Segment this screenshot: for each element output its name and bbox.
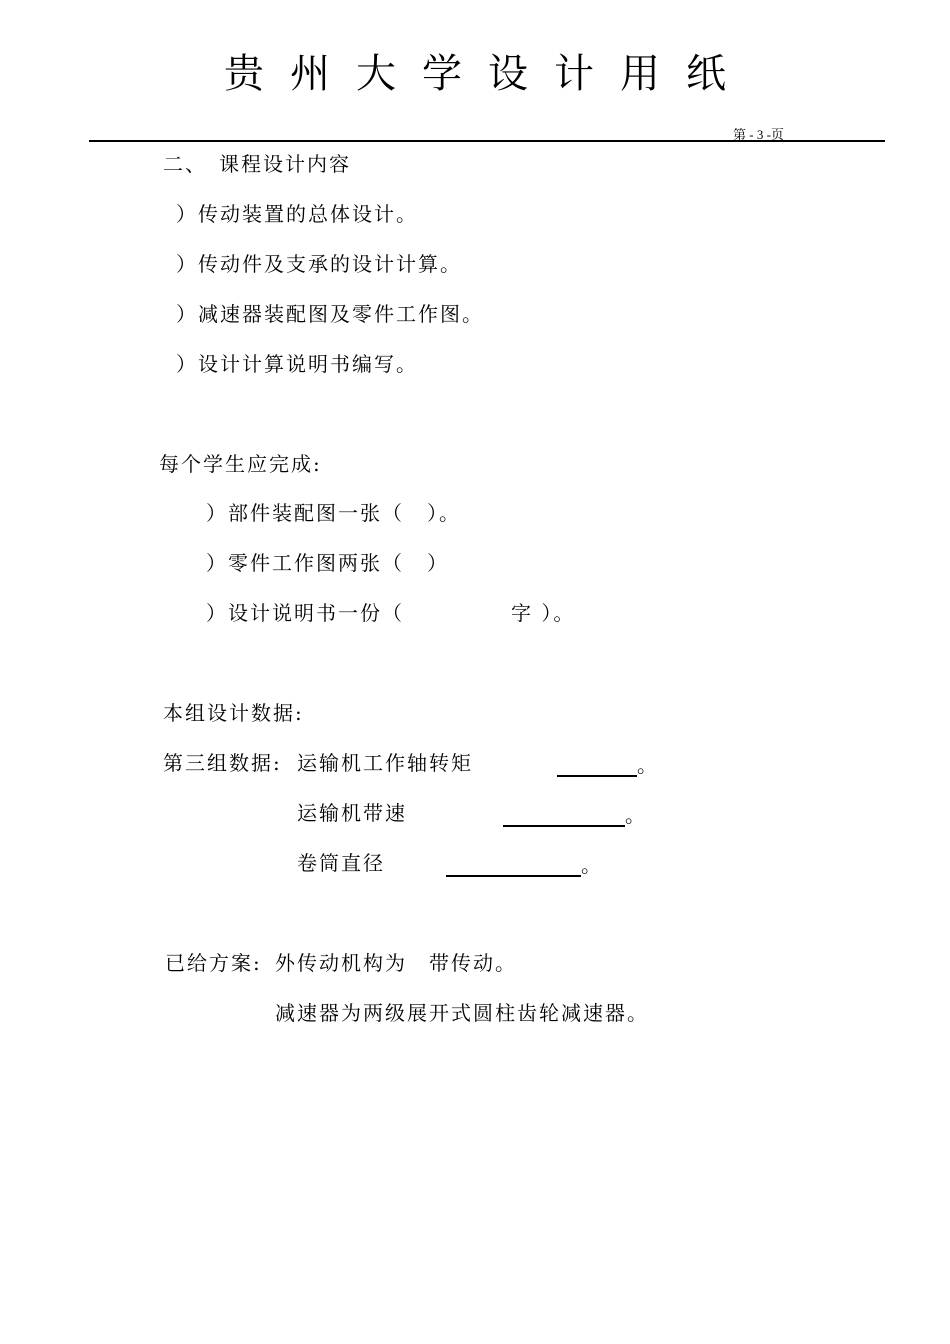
group-label: 第三组数据: [163,751,282,775]
content-item-3: ）减速器装配图及零件工作图。 [176,302,484,326]
page-number: 第 - 3 -页 [733,127,784,142]
scheme-line-1: 外传动机构为 带传动。 [275,951,517,975]
task-item-2: ）零件工作图两张（ [206,551,404,575]
task-item-1-end: ）。 [427,501,461,525]
content-item-4: ）设计计算说明书编写。 [176,352,418,376]
torque-label: 运输机工作轴转矩 [297,751,473,775]
header-divider [89,140,885,142]
content-item-2: ）传动件及支承的设计计算。 [176,252,462,276]
design-data-heading: 本组设计数据: [163,701,304,725]
scheme-line-2: 减速器为两级展开式圆柱齿轮减速器。 [275,1001,649,1025]
diameter-label: 卷筒直径 [297,851,385,875]
speed-label: 运输机带速 [297,801,407,825]
task-item-1: ）部件装配图一张（ [206,501,404,525]
speed-period: 。 [625,803,647,827]
content-item-1: ）传动装置的总体设计。 [176,202,418,226]
task-item-3: ）设计说明书一份（ [206,601,404,625]
torque-period: 。 [637,753,659,777]
page-title: 贵州大学设计用纸 [224,51,752,97]
task-item-3-end: 字 ）。 [511,601,576,625]
scheme-label: 已给方案: [165,951,262,975]
tasks-heading: 每个学生应完成: [159,452,322,476]
torque-blank-line [557,775,637,777]
speed-blank-line [503,825,625,827]
diameter-blank-line [446,875,581,877]
section-heading: 二、 课程设计内容 [163,152,351,176]
diameter-period: 。 [581,853,603,877]
task-item-2-end: ） [427,551,449,575]
